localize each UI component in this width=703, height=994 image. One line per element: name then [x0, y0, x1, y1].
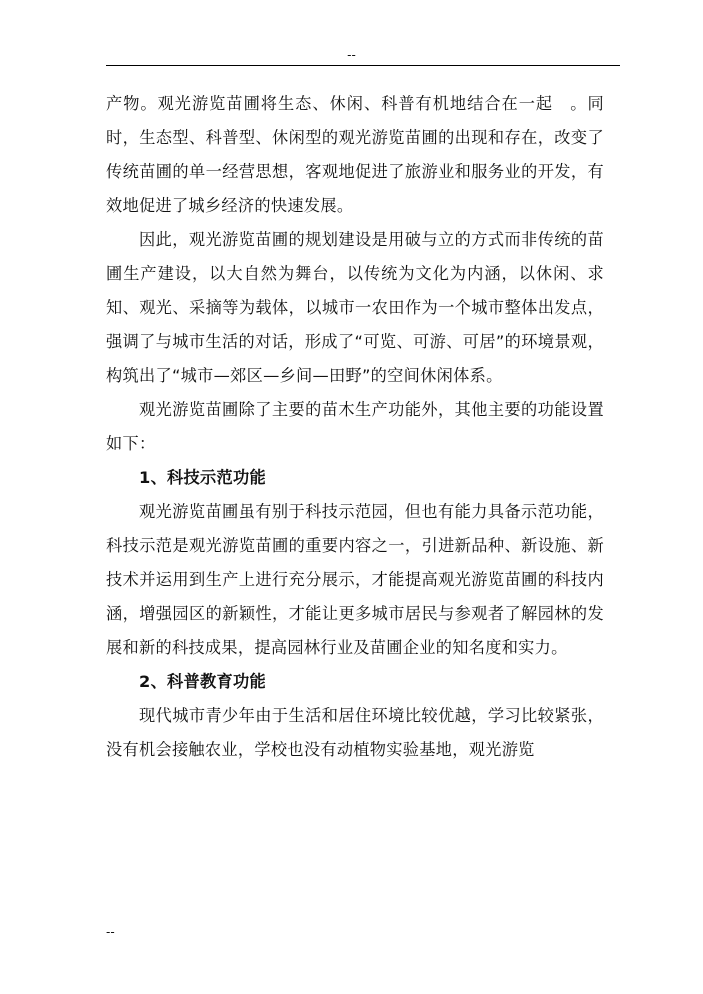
- section-heading-science-education: 2、科普教育功能: [139, 672, 266, 691]
- paragraph-science-education: 现代城市青少年由于生活和居住环境比较优越，学习比较紧张，没有机会接触农业，学校也没有动植物实验基地，观光游览: [106, 706, 604, 759]
- paragraph-continuation: 产物。观光游览苗圃将生态、休闲、科普有机地结合在一起 。同时，生态型、科普型、休闲型的观光游览苗圃的出现和存在，改变了传统苗圃的单一经营思想，客观地促进了旅游业和服务业的开发，有效地促进了城乡经济的快速发展。: [106, 94, 604, 215]
- page-footer-mark: --: [106, 925, 115, 939]
- paragraph-tech-demo: 观光游览苗圃虽有别于科技示范园，但也有能力具备示范功能，科技示范是观光游览苗圃的重要内容之一，引进新品种、新设施、新技术并运用到生产上进行充分展示，才能提高观光游览苗圃的科技内涵，增强园区的新颖性，才能让更多城市居民与参观者了解园林的发展和新的科技成果，提高园林行业及苗圃企业的知名度和实力。: [106, 502, 604, 657]
- document-body: [106, 87, 604, 767]
- paragraph-functions-intro: 观光游览苗圃除了主要的苗木生产功能外，其他主要的功能设置如下：: [106, 400, 604, 453]
- header-divider: [106, 65, 620, 66]
- page-header-mark: --: [347, 48, 356, 62]
- section-heading-tech-demo: 1、科技示范功能: [139, 468, 266, 487]
- paragraph-planning: 因此，观光游览苗圃的规划建设是用破与立的方式而非传统的苗圃生产建设，以大自然为舞台，以传统为文化为内涵，以休闲、求知、观光、采摘等为载体，以城市一农田作为一个城市整体出发点，强调了与城市生活的对话，形成了“可览、可游、可居”的环境景观，构筑出了“城市—郊区—乡间—田野”的空间休闲体系。: [106, 230, 604, 385]
